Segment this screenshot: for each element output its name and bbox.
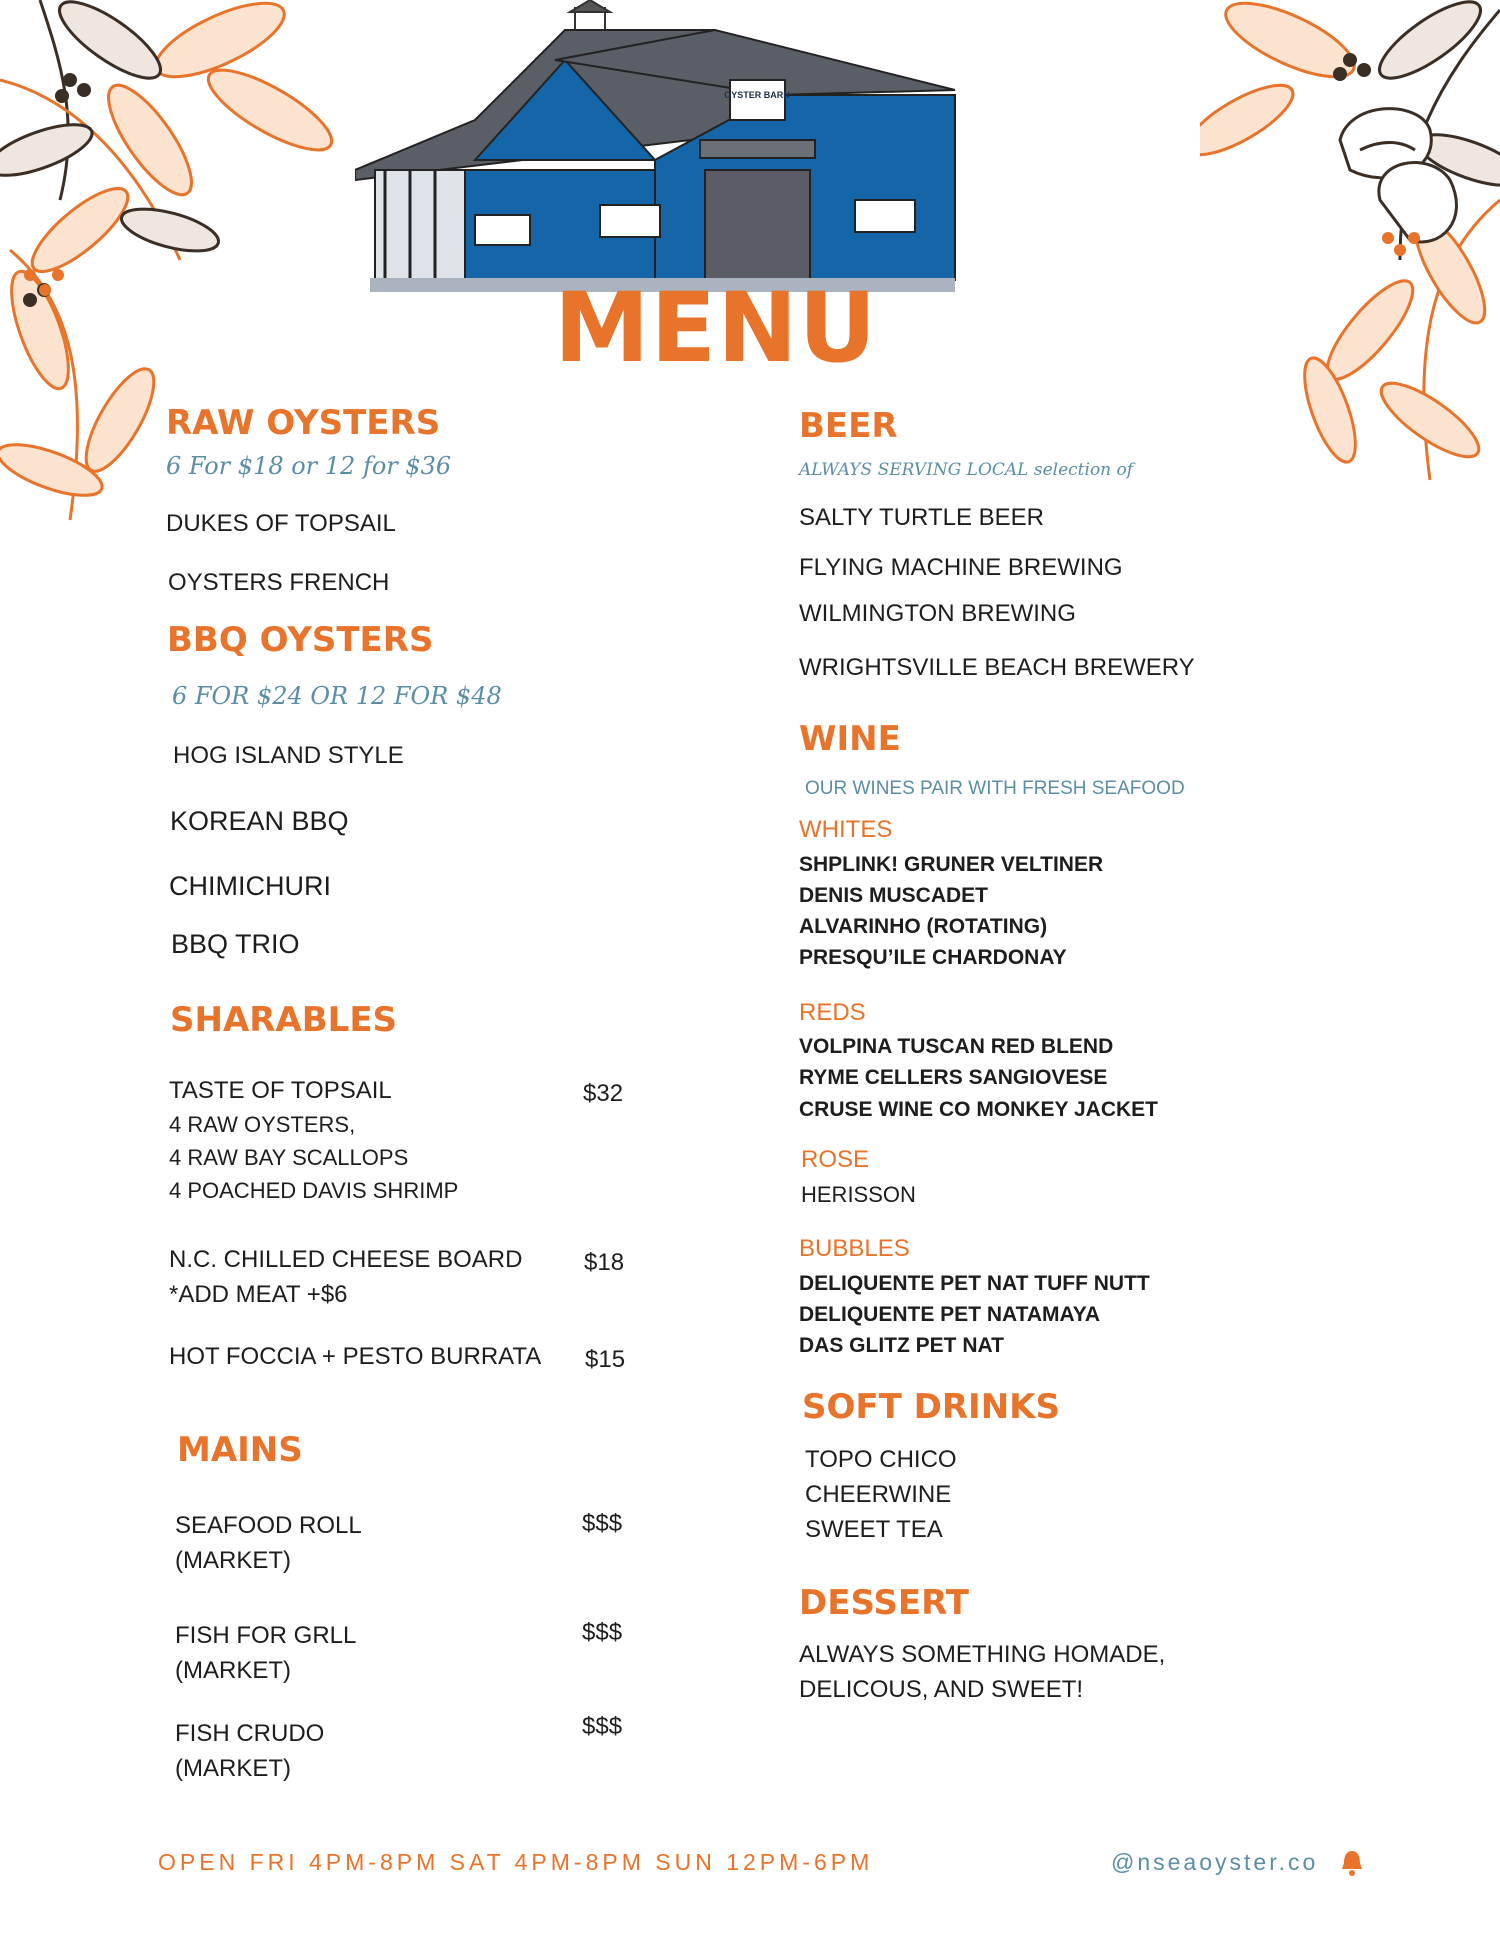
menu-item: FLYING MACHINE BREWING — [799, 554, 1123, 581]
bbq-oysters-heading: BBQ OYSTERS — [167, 620, 434, 660]
dessert-heading: DESSERT — [799, 1583, 969, 1623]
menu-item: FISH CRUDO — [175, 1720, 325, 1747]
raw-oysters-pricing: 6 For $18 or 12 for $36 — [166, 452, 452, 480]
menu-item: ALVARINHO (ROTATING) — [799, 915, 1048, 938]
menu-item: PRESQU’ILE CHARDONAY — [799, 946, 1067, 969]
page-title: MENU — [554, 272, 878, 384]
sharables-heading: SHARABLES — [170, 1000, 398, 1040]
menu-item-price: $$$ — [582, 1510, 623, 1537]
menu-item: CHIMICHURI — [169, 871, 331, 901]
menu-item-note: (MARKET) — [175, 1547, 291, 1574]
opening-hours: OPEN FRI 4PM-8PM SAT 4PM-8PM SUN 12PM-6PM — [158, 1849, 874, 1875]
menu-item: SWEET TEA — [805, 1516, 943, 1543]
menu-item: WRIGHTSVILLE BEACH BREWERY — [799, 654, 1195, 681]
menu-item: TASTE OF TOPSAIL — [169, 1077, 392, 1104]
dessert-description-line: ALWAYS SOMETHING HOMADE, — [799, 1641, 1166, 1668]
wine-category-reds: REDS — [799, 999, 866, 1026]
foliage-right-illustration — [1200, 0, 1500, 520]
menu-item: KOREAN BBQ — [170, 806, 349, 836]
menu-item-price: $32 — [583, 1080, 624, 1107]
menu-item-detail: 4 RAW OYSTERS, — [169, 1112, 356, 1137]
bbq-oysters-pricing: 6 FOR $24 OR 12 FOR $48 — [172, 682, 502, 710]
menu-item: RYME CELLERS SANGIOVESE — [799, 1066, 1108, 1089]
menu-item-detail: 4 RAW BAY SCALLOPS — [169, 1145, 409, 1170]
menu-item: CRUSE WINE CO MONKEY JACKET — [799, 1098, 1158, 1121]
menu-item: DUKES OF TOPSAIL — [166, 510, 396, 537]
menu-item-price: $$$ — [582, 1713, 623, 1740]
menu-item-detail: 4 POACHED DAVIS SHRIMP — [169, 1178, 459, 1203]
beer-heading: BEER — [799, 406, 898, 446]
menu-item: BBQ TRIO — [171, 929, 300, 959]
menu-item: DENIS MUSCADET — [799, 884, 989, 907]
menu-item: TOPO CHICO — [805, 1446, 957, 1473]
menu-item: HOG ISLAND STYLE — [173, 742, 404, 769]
menu-item: N.C. CHILLED CHEESE BOARD — [169, 1246, 523, 1273]
menu-item: CHEERWINE — [805, 1481, 952, 1508]
oyster-barn-illustration — [355, 0, 965, 300]
menu-item: SHPLINK! GRUNER VELTINER — [799, 853, 1104, 876]
menu-item-price: $15 — [585, 1346, 626, 1373]
menu-item: DELIQUENTE PET NATAMAYA — [799, 1303, 1101, 1326]
menu-item: HOT FOCCIA + PESTO BURRATA — [169, 1343, 542, 1370]
barn-sign: OYSTER BARN — [724, 90, 790, 100]
oyster-icon — [1340, 109, 1456, 242]
menu-item: DELIQUENTE PET NAT TUFF NUTT — [799, 1272, 1150, 1295]
soft-drinks-heading: SOFT DRINKS — [802, 1387, 1060, 1427]
menu-item-note: (MARKET) — [175, 1755, 291, 1782]
wine-category-rose: ROSE — [801, 1146, 870, 1173]
mains-heading: MAINS — [177, 1430, 303, 1470]
menu-item: OYSTERS FRENCH — [168, 569, 390, 596]
beer-note: ALWAYS SERVING LOCAL selection of — [799, 460, 1134, 480]
menu-item: HERISSON — [801, 1182, 916, 1207]
social-handle[interactable]: @nseaoyster.co — [1111, 1849, 1319, 1875]
menu-item: SALTY TURTLE BEER — [799, 504, 1044, 531]
menu-item-note: (MARKET) — [175, 1657, 291, 1684]
menu-item: SEAFOOD ROLL — [175, 1512, 362, 1539]
bell-icon — [1340, 1849, 1364, 1877]
wine-note: OUR WINES PAIR WITH FRESH SEAFOOD — [805, 778, 1185, 799]
wine-category-bubbles: BUBBLES — [799, 1235, 910, 1262]
menu-item: WILMINGTON BREWING — [799, 600, 1076, 627]
menu-item-price: $18 — [584, 1249, 625, 1276]
menu-item: VOLPINA TUSCAN RED BLEND — [799, 1035, 1114, 1058]
menu-item-detail: *ADD MEAT +$6 — [169, 1281, 348, 1308]
raw-oysters-heading: RAW OYSTERS — [166, 403, 441, 443]
wine-heading: WINE — [799, 719, 901, 759]
dessert-description-line: DELICOUS, AND SWEET! — [799, 1676, 1084, 1703]
menu-item: FISH FOR GRLL — [175, 1622, 357, 1649]
menu-item-price: $$$ — [582, 1619, 623, 1646]
wine-category-whites: WHITES — [799, 816, 893, 843]
menu-item: DAS GLITZ PET NAT — [799, 1334, 1004, 1357]
